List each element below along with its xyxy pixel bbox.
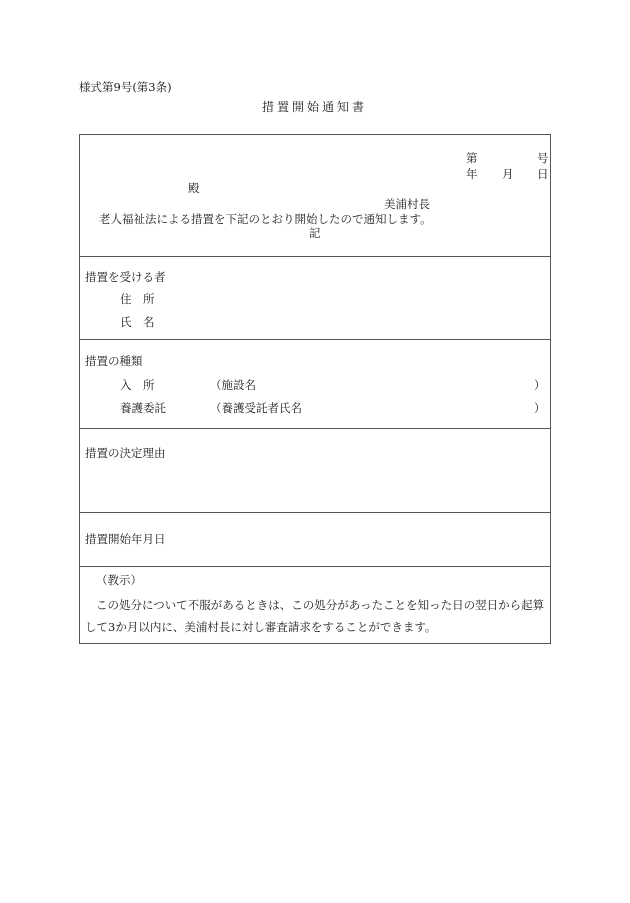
- page-title: 措置開始通知書: [262, 100, 368, 114]
- start-date-heading: 措置開始年月日: [85, 532, 166, 546]
- row-divider: [80, 428, 550, 429]
- notice-body: 老人福祉法による措置を下記のとおり開始したので通知します。: [99, 212, 432, 226]
- date-year: 年: [466, 167, 478, 181]
- number-suffix: 号: [537, 151, 549, 165]
- instruction-line-2: して3か月以内に、美浦村長に対し審査請求をすることができます。: [85, 620, 437, 634]
- row-divider: [80, 339, 550, 340]
- addressee-suffix: 殿: [188, 181, 200, 195]
- consign-close: ）: [534, 401, 546, 415]
- row-divider: [80, 512, 550, 513]
- admission-label: 入 所: [120, 378, 155, 392]
- instruction-heading: （教示）: [96, 573, 142, 587]
- consign-label: 養護委託: [120, 401, 166, 415]
- recipient-heading: 措置を受ける者: [85, 270, 166, 284]
- name-label: 氏 名: [120, 315, 155, 329]
- number-prefix: 第: [466, 151, 478, 165]
- reason-heading: 措置の決定理由: [85, 446, 166, 460]
- admission-detail: （施設名: [210, 378, 256, 392]
- row-divider: [80, 566, 550, 567]
- instruction-line-1: この処分について不服があるときは、この処分があったことを知った日の翌日から起算: [96, 598, 545, 612]
- date-month: 月: [502, 167, 514, 181]
- form-number: 様式第9号(第3条): [79, 80, 172, 94]
- measure-type-heading: 措置の種類: [85, 354, 143, 368]
- ki-mark: 記: [309, 226, 321, 240]
- row-divider: [80, 256, 550, 257]
- consign-detail: （養護受託者氏名: [210, 401, 302, 415]
- date-day: 日: [537, 167, 549, 181]
- address-label: 住 所: [120, 292, 155, 306]
- admission-close: ）: [534, 378, 546, 392]
- issuer: 美浦村長: [384, 197, 430, 211]
- notice-form-table: [79, 134, 551, 644]
